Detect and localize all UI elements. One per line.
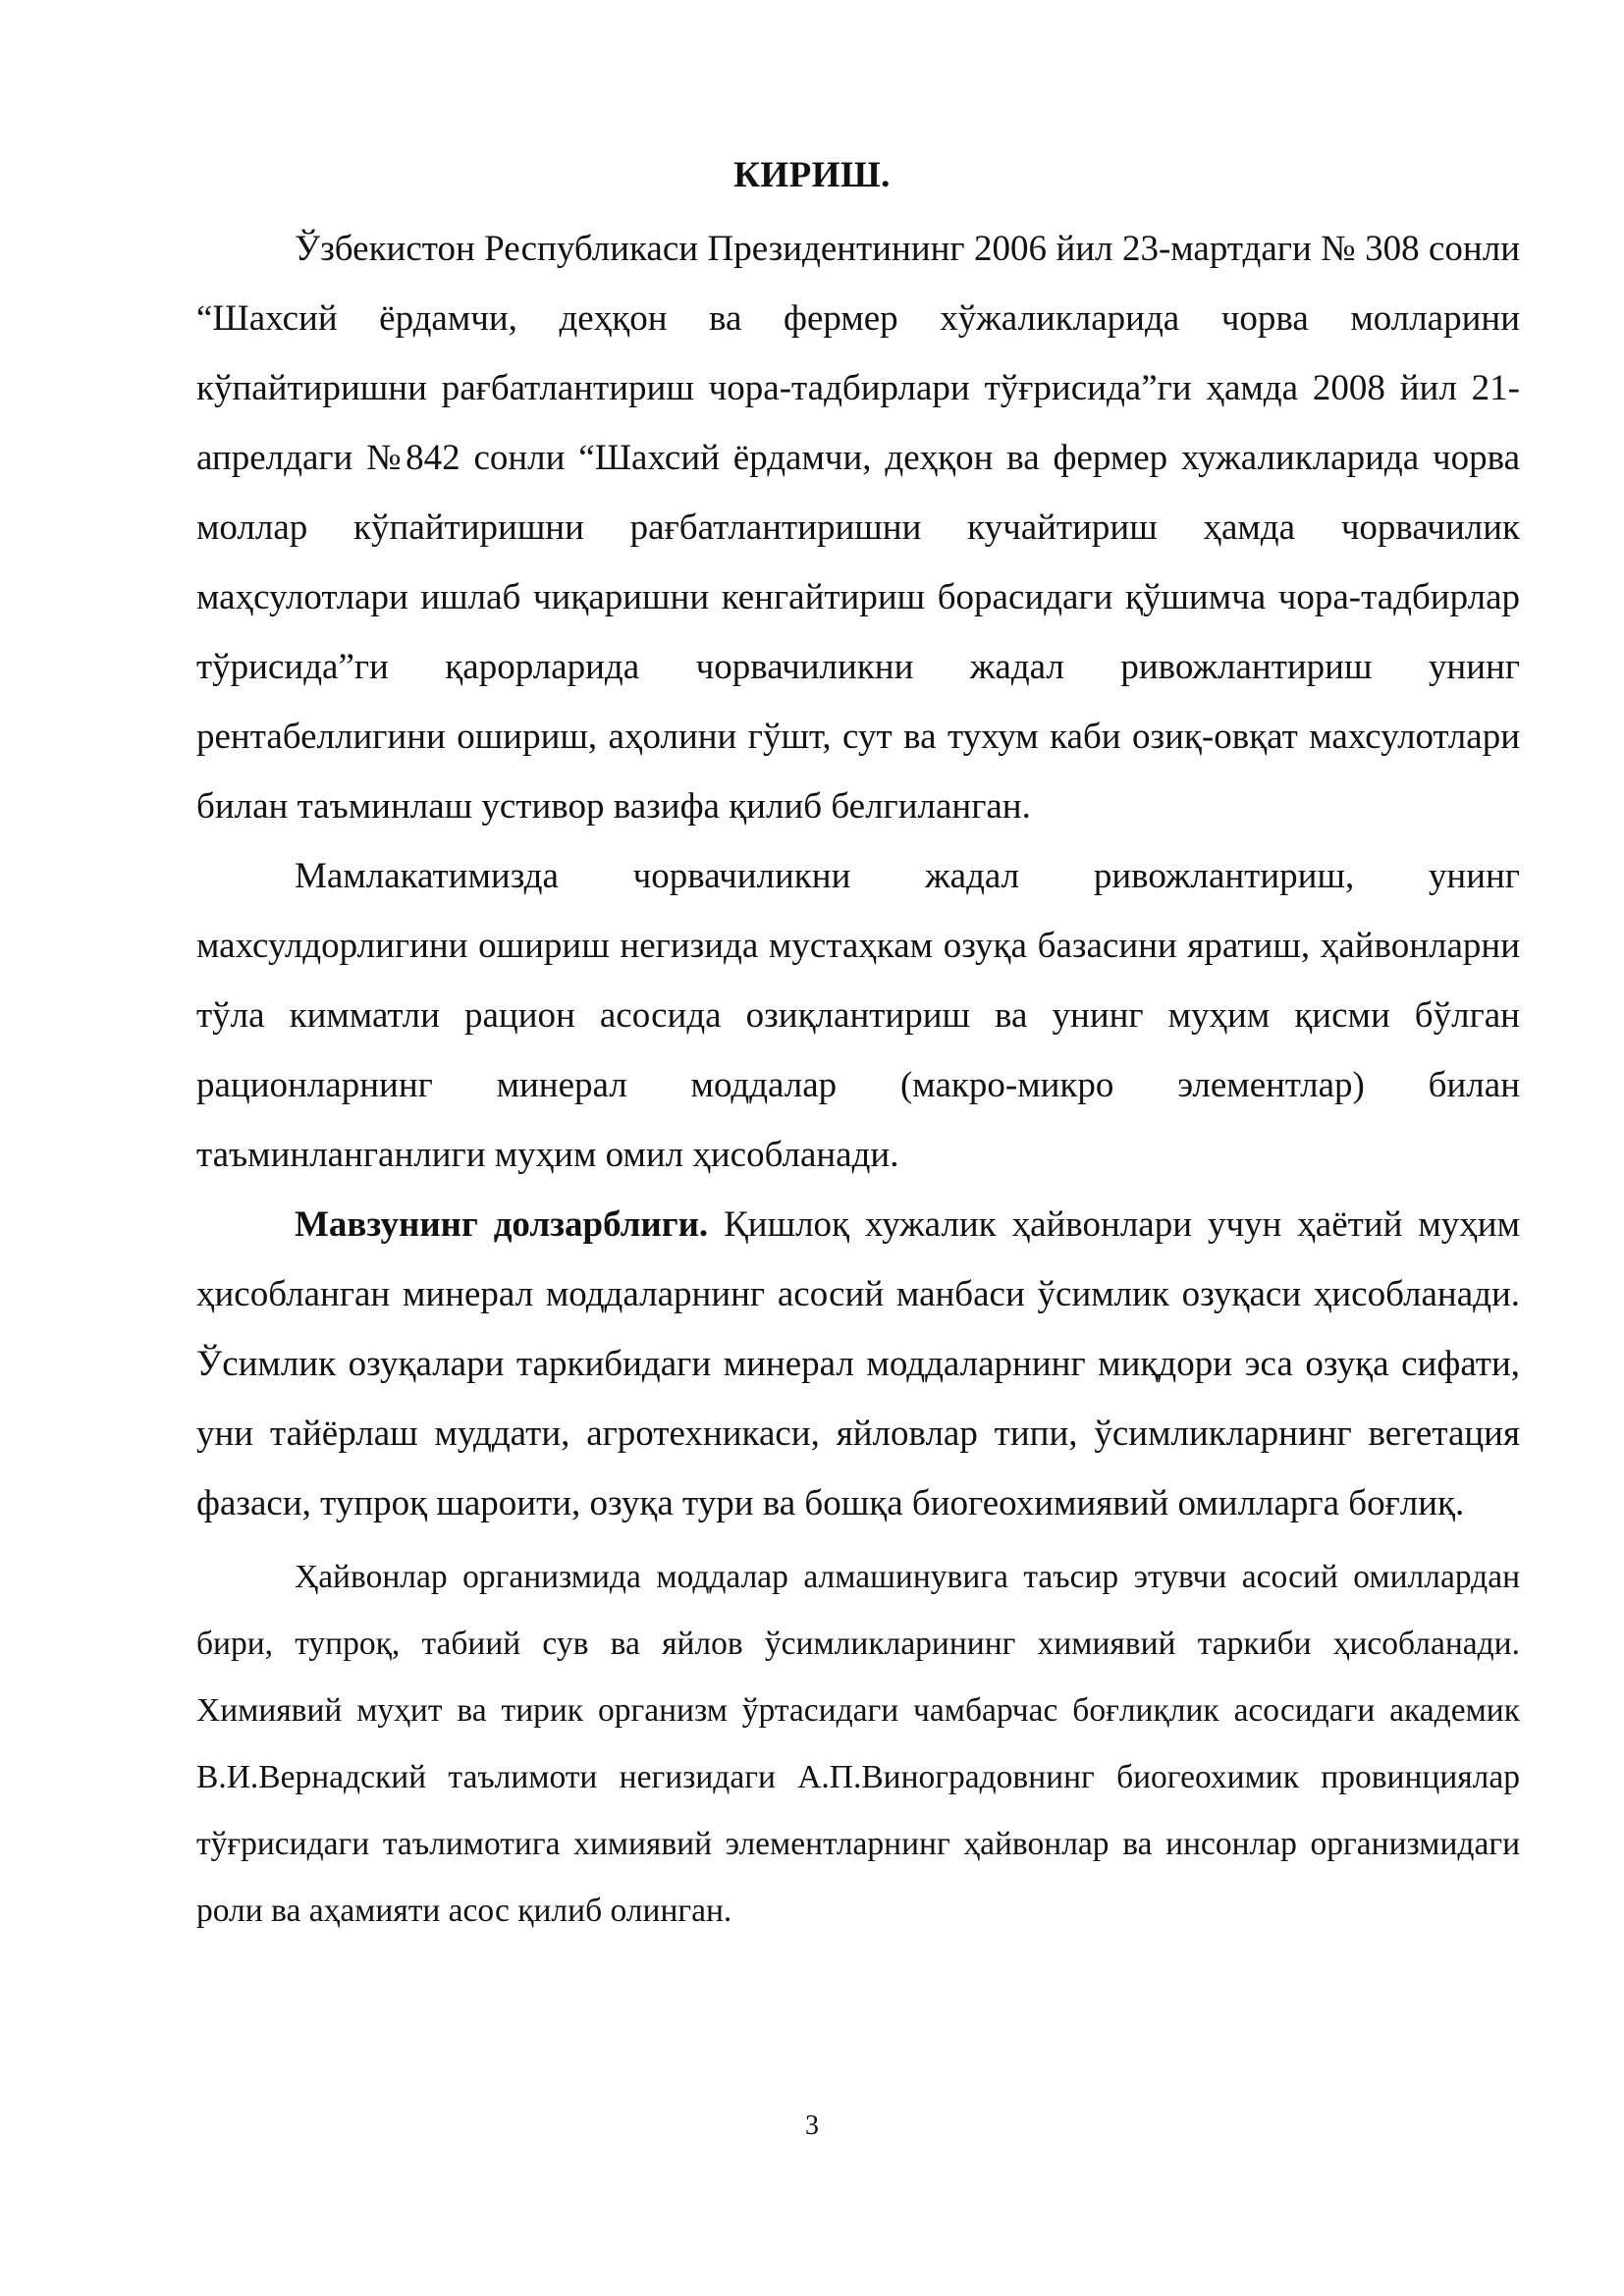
paragraph-3 bbox=[196, 1190, 1520, 1538]
paragraph-3-lead: Мавзунинг долзарблиги. bbox=[295, 1204, 709, 1245]
paragraph-1 bbox=[196, 214, 1520, 841]
document-body bbox=[196, 214, 1520, 1945]
paragraph-2-text: Мамлакатимизда чорвачиликни жадал ривожлантириш, унинг махсулдорлигини ошириш негизида мустаҳкам озуқа базасини яратиш, ҳайвонларни тўла кимматли рацион асосида озиқлантириш ва унинг муҳим қисми бўлган рационларнинг минерал моддалар (макро-микро элементлар) билан таъминланганлиги муҳим омил ҳисобланади. bbox=[196, 856, 1520, 1175]
paragraph-4-text: Ҳайвонлар организмида моддалар алмашинувига таъсир этувчи асосий омиллардан бири, тупроқ, табиий сув ва яйлов ўсимликларининг химиявий таркиби ҳисобланади. Химиявий муҳит ва тирик организм ўртасидаги чамбарчас боғлиқлик асосидаги академик В.И.Вернадский таълимоти негизидаги А.П.Виноградовнинг биогеохимик провинциялар тўғрисидаги таълимотига химиявий элементларнинг ҳайвонлар ва инсонлар организмидаги роли ва аҳамияти асос қилиб олинган. bbox=[196, 1559, 1520, 1929]
paragraph-3-text: Қишлоқ хужалик ҳайвонлари учун ҳаётий муҳим ҳисобланган минерал моддаларнинг асосий манбаси ўсимлик озуқаси ҳисобланади. Ўсимлик озуқалари таркибидаги минерал моддаларнинг миқдори эса озуқа сифати, уни тайёрлаш муддати, агротехникаси, яйловлар типи, ўсимликларнинг вегетация фазаси, тупроқ шароити, озуқа тури ва бошқа биогеохимиявий омилларга боғлиқ. bbox=[196, 1204, 1520, 1523]
paragraph-4 bbox=[196, 1544, 1520, 1945]
paragraph-1-text: Ўзбекистон Республикаси Президентининг 2006 йил 23-мартдаги № 308 сонли “Шахсий ёрдамчи, деҳқон ва фермер хўжаликларида чорва молларини кўпайтиришни рағбатлантириш чора-тадбирлари тўғрисида”ги ҳамда 2008 йил 21-апрелдаги №842 сонли “Шахсий ёрдамчи, деҳқон ва фермер хужаликларида чорва моллар кўпайтиришни рағбатлантиришни кучайтириш ҳамда чорвачилик маҳсулотлари ишлаб чиқаришни кенгайтириш борасидаги қўшимча чора-тадбирлар тўрисида”ги қарорларида чорвачиликни жадал ривожлантириш унинг рентабеллигини ошириш, аҳолини гўшт, сут ва тухум каби озиқ-овқат махсулотлари билан таъминлаш устивор вазифа қилиб белгиланган. bbox=[196, 229, 1520, 827]
section-title: КИРИШ. bbox=[733, 155, 891, 195]
paragraph-2 bbox=[196, 841, 1520, 1190]
page-number: 3 bbox=[805, 2110, 819, 2141]
